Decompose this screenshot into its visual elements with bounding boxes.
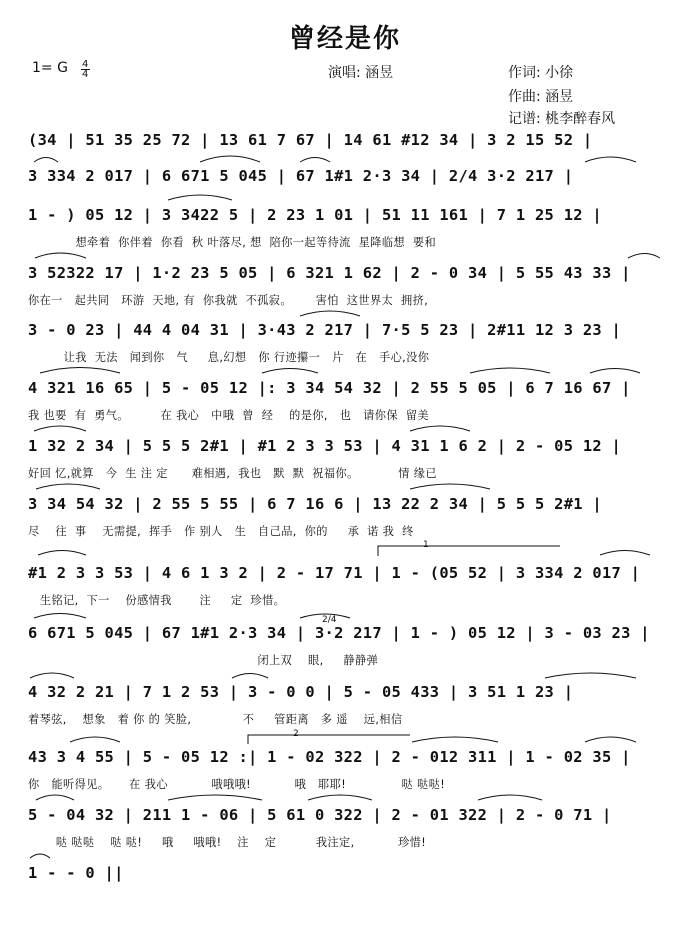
slur (34, 426, 86, 431)
slur (168, 195, 232, 200)
singer-credit: 演唱: 涵昱 (328, 65, 394, 81)
slur (628, 254, 660, 259)
volta-1-bracket (378, 546, 560, 556)
slur (30, 673, 74, 678)
score-line-5-notes: 3 - 0 23 | 44 4 04 31 | 3·43 2 217 | 7·5 5 23 | 2#11 12 3 23 | (28, 321, 622, 339)
slur (36, 484, 100, 489)
slur (36, 795, 74, 800)
score-line-13-notes: 5 - 04 32 | 211 1 - 06 | 5 61 0 322 | 2 - 01 322 | 2 - 0 71 | (28, 806, 612, 824)
time-change-label: 2/4 (322, 615, 337, 625)
score-line-6-lyrics: 我 也要 有 勇气。 在 我心 中哦 曾 经 的是你, 也 请你保 留美 (28, 409, 430, 422)
slur (232, 674, 268, 679)
slur (308, 795, 372, 800)
slur (585, 157, 636, 162)
slur (35, 253, 86, 258)
time-signature-top: 4 (82, 59, 89, 70)
slur (545, 673, 636, 678)
slur (70, 737, 120, 742)
key-signature: 1= G (32, 60, 68, 76)
score-line-1-notes: (34 | 51 35 25 72 | 13 61 7 67 | 14 61 #12 34 | 3 2 15 52 | (28, 131, 593, 149)
slur (590, 369, 640, 374)
score-line-3-notes: 1 - ) 05 12 | 3 3422 5 | 2 23 1 01 | 51 11 161 | 7 1 25 12 | (28, 206, 602, 224)
score-line-4-notes: 3 52322 17 | 1·2 23 5 05 | 6 321 1 62 | 2 - 0 34 | 5 55 43 33 | (28, 264, 631, 282)
score-line-12-lyrics: 你 能听得见。 在 我心 哦哦哦! 哦 耶耶! 哒 哒哒! (28, 778, 446, 791)
slur (168, 795, 262, 800)
volta-2-bracket (248, 735, 410, 744)
lyricist-credit: 作词: 小徐 (508, 65, 574, 81)
score-line-7-lyrics: 好回 忆,就算 今 生 注 定 难相遇, 我也 默 默 祝福你。 情 缘已 (28, 467, 437, 480)
score-line-11-notes: 4 32 2 21 | 7 1 2 53 | 3 - 0 0 | 5 - 05 433 | 3 51 1 23 | (28, 683, 574, 701)
score-line-13-lyrics: 哒 哒哒 哒 哒! 哦 哦哦! 注 定 我注定, 珍惜! (28, 836, 427, 849)
score-line-8-notes: 3 34 54 32 | 2 55 5 55 | 6 7 16 6 | 13 22 2 34 | 5 5 5 2#1 | (28, 495, 602, 513)
slur (34, 614, 86, 619)
slur (262, 369, 318, 374)
score-line-6-notes: 4 321 16 65 | 5 - 05 12 |: 3 34 54 32 | 2 55 5 05 | 6 7 16 67 | (28, 379, 631, 397)
volta-2-label: 2 (293, 729, 299, 739)
slur (300, 158, 330, 163)
slur (412, 737, 498, 742)
score-line-3-lyrics: 想牵着 你伴着 你看 秋 叶落尽, 想 陪你一起等待流 星降临想 要和 (28, 236, 437, 249)
score-line-10-lyrics: 闭上双 眼, 静静弹 (28, 654, 379, 667)
time-signature-bottom: 4 (82, 69, 89, 80)
score-line-8-lyrics: 尽 往 事 无需提, 挥手 作 别人 生 自己品, 你的 承 诺 我 终 (28, 525, 414, 538)
score-line-11-lyrics: 着琴弦, 想象 着 你 的 笑脸, 不 管距离 多 遥 远,相信 (28, 713, 403, 726)
score-line-4-lyrics: 你在一 起共同 环游 天地, 有 你我就 不孤寂。 害怕 这世界太 拥挤, (28, 294, 429, 307)
composer-credit: 作曲: 涵昱 (508, 89, 574, 105)
slur (30, 854, 50, 858)
slur (410, 484, 490, 489)
transcriber-credit: 记谱: 桃李醉春风 (508, 111, 616, 127)
slur (200, 156, 260, 162)
volta-1-label: 1 (423, 540, 429, 550)
score-line-2-notes: 3 334 2 017 | 6 671 5 045 | 67 1#1 2·3 34 | 2/4 3·2 217 | (28, 167, 574, 185)
slur (585, 737, 636, 742)
slur (478, 795, 542, 800)
slur (600, 551, 650, 556)
slur (40, 368, 120, 374)
slur (300, 614, 350, 618)
song-title: 曾经是你 (288, 24, 401, 54)
slur (34, 158, 58, 163)
score-line-9-notes: #1 2 3 3 53 | 4 6 1 3 2 | 2 - 17 71 | 1 - (05 52 | 3 334 2 017 | (28, 564, 641, 582)
slur (300, 311, 360, 316)
score-line-14-notes: 1 - - 0 || (28, 864, 124, 882)
slur (470, 368, 550, 373)
score-line-10-notes: 6 671 5 045 | 67 1#1 2·3 34 | 3·2 217 | 1 - ) 05 12 | 3 - 03 23 | (28, 624, 650, 642)
slur (410, 426, 470, 431)
score-line-12-notes: 43 3 4 55 | 5 - 05 12 :| 1 - 02 322 | 2 - 012 311 | 1 - 02 35 | (28, 748, 631, 766)
slur (38, 551, 86, 556)
score-line-5-lyrics: 让我 无法 闻到你 气 息,幻想 你 行迹攥一 片 在 手心,没你 (28, 351, 430, 364)
score-line-9-lyrics: 生铭记, 下一 份感情我 注 定 珍惜。 (28, 594, 286, 607)
score-line-7-notes: 1 32 2 34 | 5 5 5 2#1 | #1 2 3 3 53 | 4 31 1 6 2 | 2 - 05 12 | (28, 437, 622, 455)
